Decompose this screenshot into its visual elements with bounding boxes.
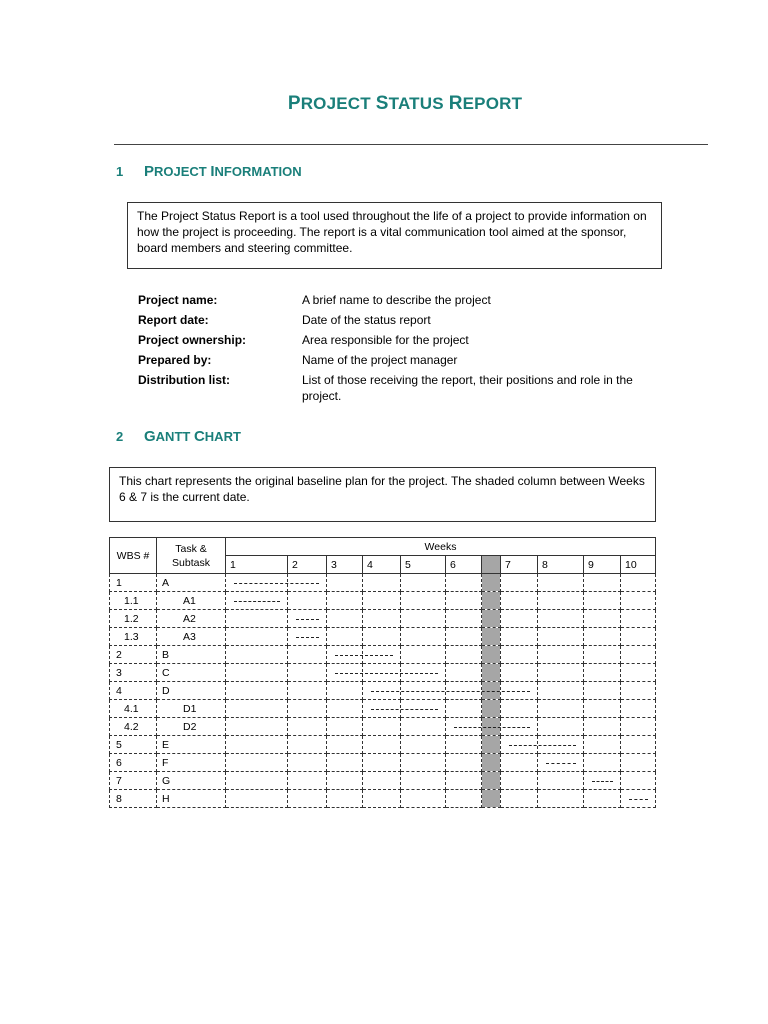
week-header-4: 4 <box>363 556 401 574</box>
week-header-2: 2 <box>288 556 327 574</box>
info-value: Area responsible for the project <box>302 333 469 347</box>
gantt-bar-a2 <box>296 619 319 620</box>
week-cell <box>446 772 482 790</box>
week-cell <box>501 664 538 682</box>
week-cell <box>363 610 401 628</box>
week-cell <box>327 574 363 592</box>
gantt-row <box>110 718 656 736</box>
current-date-column <box>482 556 501 574</box>
week-cell <box>584 628 621 646</box>
wbs-cell: 4.1 <box>110 700 157 718</box>
week-cell <box>621 628 656 646</box>
task-cell: A1 <box>157 592 226 610</box>
info-label: Project name: <box>138 293 218 307</box>
weeks-header: Weeks <box>226 538 656 556</box>
week-cell <box>584 700 621 718</box>
week-header-7: 7 <box>501 556 538 574</box>
week-cell <box>501 574 538 592</box>
task-cell: A3 <box>157 628 226 646</box>
wbs-cell: 4 <box>110 682 157 700</box>
week-cell <box>288 718 327 736</box>
week-cell <box>401 790 446 808</box>
week-cell <box>327 754 363 772</box>
week-cell <box>327 682 363 700</box>
week-cell <box>363 574 401 592</box>
week-cell <box>226 646 288 664</box>
week-cell <box>446 646 482 664</box>
week-cell <box>288 664 327 682</box>
week-cell <box>446 574 482 592</box>
task-cell: B <box>157 646 226 664</box>
week-cell <box>501 592 538 610</box>
week-cell <box>288 700 327 718</box>
week-cell <box>584 736 621 754</box>
task-cell: C <box>157 664 226 682</box>
week-cell <box>363 790 401 808</box>
intro-box <box>127 202 662 269</box>
week-cell <box>363 736 401 754</box>
week-cell <box>401 772 446 790</box>
week-cell <box>327 718 363 736</box>
info-label: Report date: <box>138 313 209 327</box>
week-cell <box>584 664 621 682</box>
week-cell <box>363 628 401 646</box>
week-cell <box>327 628 363 646</box>
info-row <box>138 310 662 330</box>
week-cell <box>446 664 482 682</box>
week-cell <box>538 610 584 628</box>
week-cell <box>327 700 363 718</box>
gantt-intro-box <box>109 467 656 522</box>
week-cell <box>327 610 363 628</box>
week-cell <box>501 772 538 790</box>
gantt-row <box>110 592 656 610</box>
week-cell <box>621 664 656 682</box>
week-cell <box>621 772 656 790</box>
info-label: Prepared by: <box>138 353 212 367</box>
week-cell <box>226 610 288 628</box>
info-value: Date of the status report <box>302 313 431 327</box>
wbs-cell: 8 <box>110 790 157 808</box>
current-date-cell <box>482 646 501 664</box>
section-heading-project-information: 1 PROJECT INFORMATION <box>116 163 302 180</box>
gantt-intro-text: This chart represents the original baseline plan for the project. The shaded column between Weeks 6 & 7 is the current date. <box>119 474 645 504</box>
week-cell <box>401 628 446 646</box>
info-value: List of those receiving the report, their positions and role in the project. <box>302 373 633 403</box>
week-cell <box>538 772 584 790</box>
week-cell <box>327 790 363 808</box>
week-cell <box>226 682 288 700</box>
week-cell <box>446 754 482 772</box>
week-cell <box>584 682 621 700</box>
task-cell: D1 <box>157 700 226 718</box>
title-divider <box>114 144 708 145</box>
week-cell <box>226 736 288 754</box>
wbs-cell: 3 <box>110 664 157 682</box>
week-cell <box>538 574 584 592</box>
gantt-bar-c <box>335 673 438 674</box>
week-header-10: 10 <box>621 556 656 574</box>
info-value: A brief name to describe the project <box>302 293 491 307</box>
week-cell <box>621 754 656 772</box>
gantt-bar-a <box>234 583 319 584</box>
intro-text: The Project Status Report is a tool used throughout the life of a project to provide information on how the project is proceeding. The report is a vital communication tool aimed at the sponsor, board members and steering committee. <box>137 209 647 255</box>
week-cell <box>288 790 327 808</box>
gantt-bar-a3 <box>296 637 319 638</box>
week-cell <box>288 754 327 772</box>
week-cell <box>363 592 401 610</box>
task-cell: A2 <box>157 610 226 628</box>
wbs-cell: 7 <box>110 772 157 790</box>
week-cell <box>446 628 482 646</box>
week-cell <box>401 592 446 610</box>
gantt-row <box>110 772 656 790</box>
wbs-cell: 6 <box>110 754 157 772</box>
week-cell <box>446 610 482 628</box>
week-cell <box>538 700 584 718</box>
week-cell <box>401 754 446 772</box>
week-cell <box>226 772 288 790</box>
current-date-cell <box>482 700 501 718</box>
week-cell <box>226 700 288 718</box>
info-value: Name of the project manager <box>302 353 458 367</box>
week-cell <box>584 574 621 592</box>
wbs-cell: 2 <box>110 646 157 664</box>
week-cell <box>538 682 584 700</box>
week-cell <box>446 736 482 754</box>
week-cell <box>538 790 584 808</box>
wbs-cell: 1 <box>110 574 157 592</box>
week-cell <box>288 772 327 790</box>
week-cell <box>538 664 584 682</box>
report-title: PROJECT STATUS REPORT <box>287 93 523 114</box>
week-cell <box>327 772 363 790</box>
gantt-bar-d2 <box>454 727 530 728</box>
wbs-cell: 1.3 <box>110 628 157 646</box>
week-cell <box>401 610 446 628</box>
current-date-cell <box>482 772 501 790</box>
gantt-row <box>110 610 656 628</box>
task-header: Task & Subtask <box>157 538 226 574</box>
wbs-cell: 1.1 <box>110 592 157 610</box>
week-cell <box>226 790 288 808</box>
current-date-cell <box>482 664 501 682</box>
week-cell <box>621 610 656 628</box>
gantt-bar-e <box>509 745 576 746</box>
task-cell: A <box>157 574 226 592</box>
week-cell <box>401 646 446 664</box>
week-cell <box>538 592 584 610</box>
info-row <box>138 330 662 350</box>
week-header-6: 6 <box>446 556 482 574</box>
current-date-cell <box>482 790 501 808</box>
week-cell <box>621 574 656 592</box>
current-date-cell <box>482 592 501 610</box>
week-cell <box>327 736 363 754</box>
week-cell <box>288 736 327 754</box>
week-cell <box>501 610 538 628</box>
gantt-bar-g <box>592 781 613 782</box>
week-cell <box>621 700 656 718</box>
week-cell <box>446 700 482 718</box>
task-cell: H <box>157 790 226 808</box>
gantt-bar-b <box>335 655 393 656</box>
week-cell <box>288 646 327 664</box>
task-cell: E <box>157 736 226 754</box>
week-cell <box>584 790 621 808</box>
week-cell <box>327 592 363 610</box>
week-cell <box>501 646 538 664</box>
week-header-3: 3 <box>327 556 363 574</box>
project-info-list <box>138 290 662 404</box>
week-header-9: 9 <box>584 556 621 574</box>
week-cell <box>363 772 401 790</box>
week-cell <box>226 754 288 772</box>
week-cell <box>401 718 446 736</box>
week-cell <box>363 754 401 772</box>
current-date-cell <box>482 736 501 754</box>
week-cell <box>363 718 401 736</box>
week-cell <box>621 718 656 736</box>
gantt-row <box>110 790 656 808</box>
task-cell: D <box>157 682 226 700</box>
gantt-row <box>110 574 656 592</box>
week-cell <box>584 592 621 610</box>
week-cell <box>401 736 446 754</box>
gantt-row <box>110 628 656 646</box>
week-cell <box>446 790 482 808</box>
week-cell <box>584 754 621 772</box>
gantt-bar-d1 <box>371 709 438 710</box>
week-cell <box>226 718 288 736</box>
week-cell <box>621 646 656 664</box>
week-cell <box>538 718 584 736</box>
wbs-cell: 1.2 <box>110 610 157 628</box>
week-cell <box>501 790 538 808</box>
task-cell: F <box>157 754 226 772</box>
week-cell <box>584 646 621 664</box>
section-heading-gantt-chart: 2 GANTT CHART <box>116 428 241 445</box>
current-date-cell <box>482 628 501 646</box>
week-cell <box>501 700 538 718</box>
week-cell <box>226 628 288 646</box>
week-cell <box>584 718 621 736</box>
gantt-bar-d <box>371 691 530 692</box>
week-header-8: 8 <box>538 556 584 574</box>
week-cell <box>501 754 538 772</box>
wbs-header: WBS # <box>110 538 157 574</box>
week-cell <box>621 682 656 700</box>
week-cell <box>538 628 584 646</box>
week-cell <box>538 646 584 664</box>
week-cell <box>226 664 288 682</box>
info-label: Project ownership: <box>138 333 247 347</box>
wbs-cell: 5 <box>110 736 157 754</box>
current-date-cell <box>482 610 501 628</box>
week-cell <box>501 628 538 646</box>
gantt-bar-h <box>629 799 648 800</box>
current-date-cell <box>482 754 501 772</box>
gantt-bar-a1 <box>234 601 280 602</box>
info-row <box>138 370 662 404</box>
task-cell: G <box>157 772 226 790</box>
week-cell <box>621 592 656 610</box>
current-date-cell <box>482 574 501 592</box>
week-cell <box>621 736 656 754</box>
task-cell: D2 <box>157 718 226 736</box>
week-cell <box>288 592 327 610</box>
gantt-bar-f <box>546 763 576 764</box>
info-row <box>138 350 662 370</box>
week-header-5: 5 <box>401 556 446 574</box>
wbs-cell: 4.2 <box>110 718 157 736</box>
week-cell <box>401 574 446 592</box>
info-label: Distribution list: <box>138 373 230 387</box>
week-header-1: 1 <box>226 556 288 574</box>
info-row <box>138 290 662 310</box>
week-cell <box>446 592 482 610</box>
week-cell <box>288 682 327 700</box>
week-cell <box>584 610 621 628</box>
